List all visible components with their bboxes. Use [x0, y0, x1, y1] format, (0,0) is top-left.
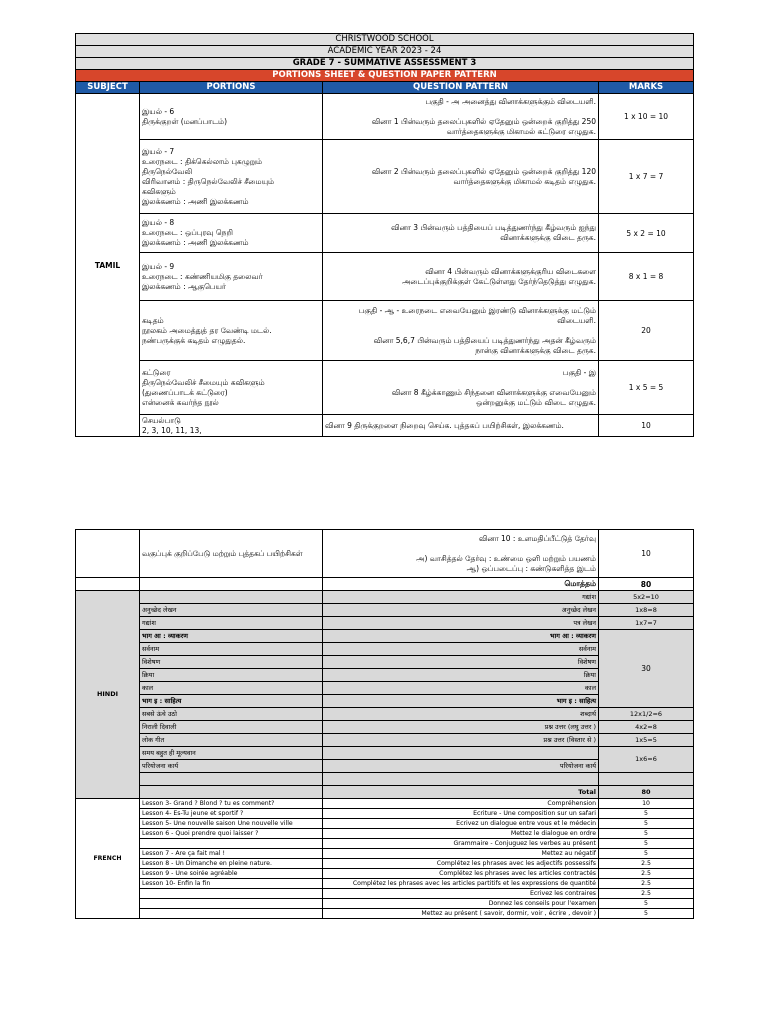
hindi-pattern: परियोजना कार्य [323, 760, 599, 773]
hindi-portion: काल [140, 682, 323, 695]
hindi-row [76, 734, 694, 747]
french-pattern: Compréhension [323, 799, 599, 809]
french-marks: 5 [599, 849, 694, 859]
french-row [76, 819, 694, 829]
french-pattern: Complétez les phrases avec les articles partitifs et les expressions de quantité [323, 879, 599, 889]
french-row [76, 829, 694, 839]
french-portion: Lesson 7 - Are ça fait mal ! [140, 849, 323, 859]
french-row [76, 899, 694, 909]
sheet-title: PORTIONS SHEET & QUESTION PAPER PATTERN [76, 70, 694, 82]
tamil-row [76, 301, 694, 361]
french-portion: Lesson 8 - Un Dimanche en pleine nature. [140, 859, 323, 869]
hindi-pattern: शब्दार्थ [323, 708, 599, 721]
hindi-pattern: प्रश्न उत्तर (लघु उत्तर ) [323, 721, 599, 734]
french-marks: 10 [599, 799, 694, 809]
hindi-grammar-marks: 30 [599, 630, 694, 708]
french-portion [140, 909, 323, 919]
tamil-marks: 1 x 10 = 10 [599, 94, 694, 140]
french-subject: FRENCH [76, 799, 140, 919]
french-marks: 5 [599, 829, 694, 839]
hindi-portion: गद्यांश [140, 617, 323, 630]
french-marks: 5 [599, 899, 694, 909]
hindi-portion: सबसे ऊंचे उठो [140, 708, 323, 721]
hindi-pattern: सर्वनाम [323, 643, 599, 656]
tamil-cont-pattern: வினா 10 : உளமதிப்பீட்டுத் தேர்வு அ) வாசித்தல் தேர்வு : உண்மை ஒளி மற்றும் பயணம் ஆ) ஒப்படைப்பு : கண்டுகளித்த இடம் [323, 530, 599, 578]
school-name: CHRISTWOOD SCHOOL [76, 34, 694, 46]
hindi-row [76, 708, 694, 721]
tamil-marks: 1 x 5 = 5 [599, 361, 694, 415]
tamil-marks: 20 [599, 301, 694, 361]
tamil-portion: இயல் - 7 உரைநடை : திக்கெல்லாம் புகழுறும் திருநெல்வேலி விரிவானம் : திருநெல்வேலிச் சீமையும் கவிகளும் இலக்கணம் : அணி இலக்கணம் [140, 140, 323, 214]
french-pattern: Mettez au présent ( savoir, dormir, voir , écrire , devoir ) [323, 909, 599, 919]
french-portion: Lesson 10- Enfin la fin [140, 879, 323, 889]
hindi-pattern: गद्यांश [323, 591, 599, 604]
tamil-marks: 5 x 2 = 10 [599, 214, 694, 253]
tamil-total: 80 [599, 578, 694, 591]
french-marks: 5 [599, 909, 694, 919]
hindi-portion: भाग आ : व्याकरण [140, 630, 323, 643]
hindi-portion [140, 591, 323, 604]
french-marks: 5 [599, 809, 694, 819]
hindi-marks: 4x2=8 [599, 721, 694, 734]
french-row [76, 809, 694, 819]
tamil-row [76, 140, 694, 214]
hindi-portion: अनुच्छेद लेखन [140, 604, 323, 617]
french-row [76, 879, 694, 889]
col-subject-header: SUBJECT [76, 82, 140, 94]
hindi-marks [599, 773, 694, 786]
assessment-title: GRADE 7 - SUMMATIVE ASSESSMENT 3 [76, 58, 694, 70]
hindi-pattern: भाग आ : व्याकरण [323, 630, 599, 643]
hindi-portion: लोक गीत [140, 734, 323, 747]
tamil-pattern: பகுதி - இ வினா 8 கீழ்க்காணும் சிந்தனை வினாக்களுக்கு எவையேனும் ஒன்றனுக்கு மட்டும் விடை எழுதுக. [323, 361, 599, 415]
tamil-pattern: பகுதி - அ அனைத்து வினாக்களுக்கும் விடையளி. வினா 1 பின்வரும் தலைப்புகளில் ஏதேனும் ஒன்றைக் குறித்து 250 வார்த்தைகளுக்கு மிகாமல் கட்டுரை எழுதுக. [323, 94, 599, 140]
tamil-row [76, 253, 694, 301]
tamil-portion: கட்டுரை திருநெல்வேலிச் சீமையும் கவிகளும் (துணைப்பாடக் கட்டுரை) என்னைக் கவர்ந்த நூல் [140, 361, 323, 415]
french-marks: 2.5 [599, 879, 694, 889]
hindi-row [76, 773, 694, 786]
tamil-portion: இயல் - 6 திருக்குறள் (மனப்பாடம்) [140, 94, 323, 140]
hindi-pattern: काल [323, 682, 599, 695]
tamil-table [75, 33, 694, 437]
tamil-pattern: வினா 9 திருக்குறளை நிறைவு செய்க. புத்தகப் பயிற்சிகள், இலக்கணம். [323, 415, 599, 437]
french-pattern: Donnez les conseils pour l'examen [323, 899, 599, 909]
hindi-total-row [76, 786, 694, 799]
hindi-marks: 5x2=10 [599, 591, 694, 604]
french-marks: 2.5 [599, 859, 694, 869]
hindi-portion: निराली दिवाली [140, 721, 323, 734]
hindi-pattern: क्रिया [323, 669, 599, 682]
hindi-row [76, 747, 694, 760]
tamil-row [76, 361, 694, 415]
tamil-cont-portion: வகுப்புக் குறிப்பேடு மற்றும் புத்தகப் பயிற்சிகள் [140, 530, 323, 578]
french-portion: Lesson 6 - Quoi prendre quoi laisser ? [140, 829, 323, 839]
col-pattern-header: QUESTION PATTERN [323, 82, 599, 94]
french-row [76, 909, 694, 919]
french-portion [140, 889, 323, 899]
french-row [76, 889, 694, 899]
french-portion: Lesson 5- Une nouvelle saison Une nouvelle ville [140, 819, 323, 829]
french-row [76, 799, 694, 809]
hindi-pattern: अनुच्छेद लेखन [323, 604, 599, 617]
tamil-portion: கடிதம் நூலகம் அமைத்துத் தர வேண்டி மடல். நண்பருக்குக் கடிதம் எழுதுதல். [140, 301, 323, 361]
tamil-marks: 10 [599, 415, 694, 437]
second-table [75, 529, 694, 919]
french-portion: Lesson 3- Grand ? Blond ? tu es comment? [140, 799, 323, 809]
hindi-portion: सर्वनाम [140, 643, 323, 656]
hindi-pattern: विशेषण [323, 656, 599, 669]
french-marks: 5 [599, 819, 694, 829]
french-row [76, 849, 694, 859]
hindi-portion: विशेषण [140, 656, 323, 669]
tamil-marks: 1 x 7 = 7 [599, 140, 694, 214]
french-pattern: Ecrivez les contraires [323, 889, 599, 899]
tamil-total-label: மொத்தம் [323, 578, 599, 591]
hindi-marks: 1x8=8 [599, 604, 694, 617]
hindi-portion: परियोजना कार्य [140, 760, 323, 773]
col-marks-header: MARKS [599, 82, 694, 94]
french-pattern: Complétez les phrases avec les articles contractés [323, 869, 599, 879]
hindi-portion: समय बहुत ही मूल्यवान [140, 747, 323, 760]
french-row [76, 859, 694, 869]
french-pattern: Mettez au négatif [323, 849, 599, 859]
hindi-pattern: पत्र लेखन [323, 617, 599, 630]
tamil-subject: TAMIL [76, 94, 140, 437]
hindi-row [76, 721, 694, 734]
hindi-portion [140, 773, 323, 786]
tamil-cont-marks: 10 [599, 530, 694, 578]
french-row [76, 839, 694, 849]
tamil-cont-subject [76, 530, 140, 578]
tamil-marks: 8 x 1 = 8 [599, 253, 694, 301]
french-portion: Lesson 4- Es-Tu jeune et sportif ? [140, 809, 323, 819]
hindi-portion: क्रिया [140, 669, 323, 682]
hindi-subject: HINDI [76, 591, 140, 799]
french-pattern: Mettez le dialogue en ordre [323, 829, 599, 839]
french-pattern: Grammaire - Conjuguez les verbes au présent [323, 839, 599, 849]
tamil-pattern: பகுதி - ஆ - உரைநடை எவையேனும் இரண்டு வினாக்களுக்கு மட்டும் விடையளி. வினா 5,6,7 பின்வரும் பத்தியைப் படித்துணர்ந்து அதன் கீழ்வரும் நான்கு வினாக்களுக்கு விடை தருக. [323, 301, 599, 361]
tamil-pattern: வினா 3 பின்வரும் பத்தியைப் படித்துணர்ந்து கீழ்வரும் ஐந்து வினாக்களுக்கு விடை தருக. [323, 214, 599, 253]
tamil-row [76, 214, 694, 253]
hindi-row [76, 630, 694, 643]
french-marks: 2.5 [599, 869, 694, 879]
hindi-marks: 1x6=6 [599, 747, 694, 773]
hindi-pattern [323, 773, 599, 786]
hindi-pattern [323, 747, 599, 760]
french-marks: 5 [599, 839, 694, 849]
hindi-marks: 1x5=5 [599, 734, 694, 747]
french-row [76, 869, 694, 879]
hindi-portion: भाग इ : साहित्य [140, 695, 323, 708]
academic-year: ACADEMIC YEAR 2023 - 24 [76, 46, 694, 58]
hindi-row [76, 591, 694, 604]
hindi-marks: 12x1/2=6 [599, 708, 694, 721]
french-portion: Lesson 9 - Une soirée agréable [140, 869, 323, 879]
tamil-pattern: வினா 4 பின்வரும் வினாக்களுக்குரிய விடைகளை அடைப்புக்குறிக்குள் கேட்டுள்ளது தேர்ந்தெடுத்து எழுதுக. [323, 253, 599, 301]
tamil-portion: இயல் - 8 உரைநடை : ஒப்புரவு நெறி இலக்கணம் : அணி இலக்கணம் [140, 214, 323, 253]
tamil-pattern: வினா 2 பின்வரும் தலைப்புகளில் ஏதேனும் ஒன்றைக் குறித்து 120 வார்த்தைகளுக்கு மிகாமல் கடிதம் எழுதுக. [323, 140, 599, 214]
hindi-pattern: भाग इ : साहित्य [323, 695, 599, 708]
tamil-portion: செயல்பாடு 2, 3, 10, 11, 13, [140, 415, 323, 437]
hindi-total-label: Total [323, 786, 599, 799]
hindi-total: 80 [599, 786, 694, 799]
french-pattern: Complétez les phrases avec les adjectifs possessifs [323, 859, 599, 869]
french-marks: 2.5 [599, 889, 694, 899]
hindi-pattern: प्रश्न उत्तर (विस्तार से ) [323, 734, 599, 747]
col-portions-header: PORTIONS [140, 82, 323, 94]
hindi-row [76, 604, 694, 617]
tamil-row [76, 94, 694, 140]
hindi-row [76, 617, 694, 630]
tamil-row [76, 415, 694, 437]
french-portion [140, 899, 323, 909]
french-pattern: Ecrivez un dialogue entre vous et le médecin [323, 819, 599, 829]
french-pattern: Ecriture - Une composition sur un safari [323, 809, 599, 819]
hindi-marks: 1x7=7 [599, 617, 694, 630]
french-portion [140, 839, 323, 849]
tamil-portion: இயல் - 9 உரைநடை : கண்ணியமிகு தலைவர் இலக்கணம் : ஆகுபெயர் [140, 253, 323, 301]
